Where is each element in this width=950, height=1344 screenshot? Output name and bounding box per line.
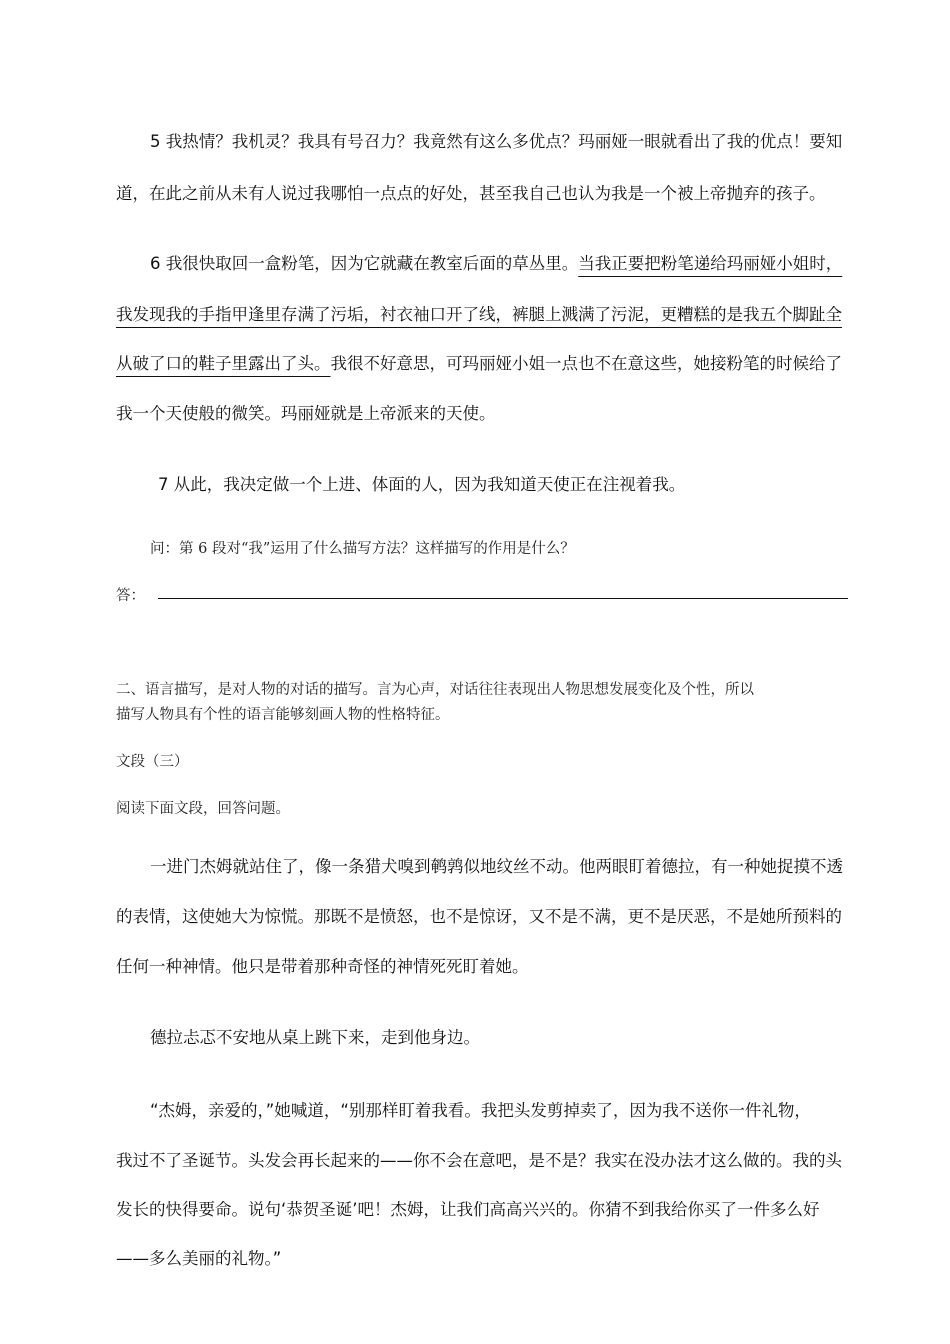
paragraph-6-line-2: 我发现我的手指甲逢里存满了污垢，衬衣袖口开了线，裤腿上溅满了污泥，更糟糕的是我五个脚趾全	[116, 305, 842, 324]
passage-b-p3-line-1: “杰姆，亲爱的，”她喊道，“别那样盯着我看。我把头发剪掉卖了，因为我不送你一件礼物，	[150, 1101, 811, 1120]
paragraph-6-line-4: 我一个天使般的微笑。玛丽娅就是上帝派来的天使。	[116, 404, 496, 423]
passage-b-p1-line-1: 一进门杰姆就站住了，像一条猎犬嗅到鹌鹑似地纹丝不动。他两眼盯着德拉，有一种她捉摸不透	[150, 857, 843, 876]
passage-b-p3-line-3: 发长的快得要命。说句‘恭贺圣诞’吧！杰姆，让我们高高兴兴的。你猜不到我给你买了一件多么好	[116, 1200, 820, 1219]
paragraph-5-line-1: 5 我热情？我机灵？我具有号召力？我竟然有这么多优点？玛丽娅一眼就看出了我的优点！要知	[150, 132, 843, 151]
reading-instruction: 阅读下面文段，回答问题。	[116, 801, 290, 817]
passage-b-p3-line-2: 我过不了圣诞节。头发会再长起来的——你不会在意吧，是不是？我实在没办法才这么做的。我的头	[116, 1151, 842, 1170]
answer-line[interactable]	[158, 598, 848, 599]
section-two-line-2: 描写人物具有个性的语言能够刻画人物的性格特征。	[116, 707, 450, 723]
paragraph-6-line-1	[150, 250, 842, 274]
question-text: 问：第 6 段对“我”运用了什么描写方法？这样描写的作用是什么？	[150, 541, 575, 557]
paragraph-6-underlined-end: 从破了口的鞋子里露出了头。	[116, 354, 331, 373]
passage-b-p3-line-4: ——多么美丽的礼物。”	[116, 1249, 282, 1268]
paragraph-5-line-2: 道，在此之前从未有人说过我哪怕一点点的好处，甚至我自己也认为我是一个被上帝抛弃的孩子。	[116, 184, 826, 203]
passage-b-p1-line-2: 的表情，这使她大为惊慌。那既不是愤怒，也不是惊讶，又不是不满，更不是厌恶，不是她所预料的	[116, 907, 842, 926]
section-two-line-1: 二、语言描写，是对人物的对话的描写。言为心声，对话往往表现出人物思想发展变化及个性，所以	[116, 682, 754, 698]
section-heading: 文段（三）	[116, 754, 189, 770]
passage-b-p1-line-3: 任何一种神情。他只是带着那种奇怪的神情死死盯着她。	[116, 957, 529, 976]
passage-b-p2: 德拉忐忑不安地从桌上跳下来，走到他身边。	[150, 1028, 480, 1047]
paragraph-7: 7 从此，我决定做一个上进、体面的人，因为我知道天使正在注视着我。	[158, 475, 686, 494]
paragraph-6-underlined-text: 当我正要把粉笔递给玛丽娅小姐时，	[578, 254, 843, 273]
paragraph-6-line-3	[116, 350, 842, 374]
paragraph-6-plain-continued: 我很不好意思，可玛丽娅小姐一点也不在意这些，她接粉笔的时候给了	[330, 354, 842, 373]
answer-label: 答：	[116, 588, 145, 604]
paragraph-6-plain-text: 6 我很快取回一盒粉笔，因为它就藏在教室后面的草丛里。	[150, 254, 579, 273]
